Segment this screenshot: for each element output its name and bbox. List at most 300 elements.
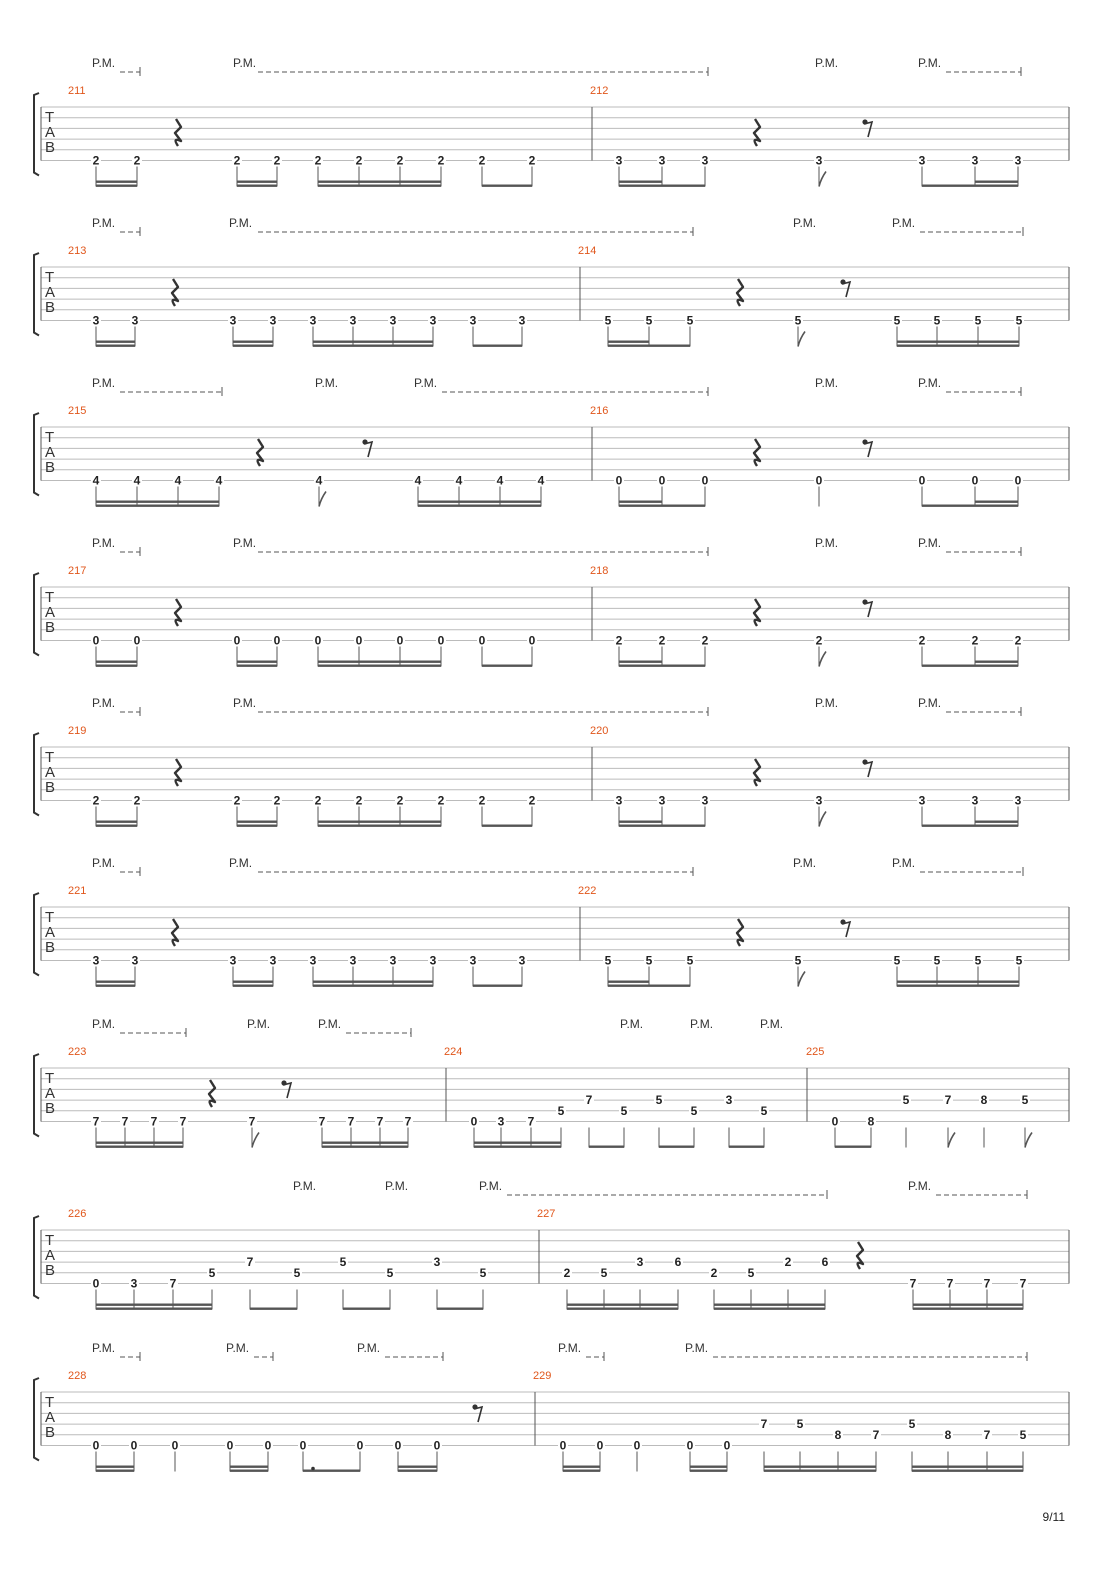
fret-number: 5 (794, 313, 802, 328)
palm-mute-marker: P.M. (229, 216, 253, 230)
fret-number: 0 (918, 473, 926, 488)
tab-clef-letter: B (45, 459, 56, 476)
measure-number: 214 (578, 245, 597, 257)
fret-number: 2 (314, 793, 322, 808)
fret-number: 4 (92, 473, 100, 488)
quarter-rest (172, 279, 178, 306)
fret-number: 3 (92, 953, 100, 968)
palm-mute-marker: P.M. (690, 1017, 714, 1031)
fret-number: 3 (658, 793, 666, 808)
note-beam (567, 1308, 678, 1310)
fret-number: 0 (470, 1114, 478, 1129)
fret-number: 2 (437, 153, 445, 168)
quarter-rest (175, 759, 181, 786)
fret-number: 3 (309, 313, 317, 328)
fret-number: 0 (633, 1438, 641, 1453)
fret-number: 3 (130, 1276, 138, 1291)
measure-number: 217 (68, 565, 87, 577)
tab-clef-letter: B (45, 1100, 56, 1117)
fret-number: 3 (469, 313, 477, 328)
note-beam (608, 981, 649, 983)
fret-number: 2 (437, 793, 445, 808)
measure-number: 220 (590, 725, 609, 737)
note-beam (659, 1146, 694, 1148)
fret-number: 3 (389, 953, 397, 968)
note-beam (619, 505, 662, 507)
fret-number: 0 (92, 1438, 100, 1453)
tab-system (34, 56, 1069, 187)
fret-number: 3 (701, 793, 709, 808)
palm-mute-marker: P.M. (233, 536, 257, 550)
note-beam (975, 505, 1018, 507)
fret-number: 0 (658, 473, 666, 488)
palm-mute-marker: P.M. (92, 1341, 116, 1355)
fret-number: 3 (469, 953, 477, 968)
quarter-rest (209, 1080, 215, 1107)
system-bracket (34, 893, 39, 976)
fret-number: 5 (974, 953, 982, 968)
fret-number: 7 (760, 1417, 768, 1432)
tab-clef-letter: T (45, 1394, 55, 1411)
tab-clef-letter: A (45, 1085, 56, 1102)
tab-clef-letter: B (45, 139, 56, 156)
note-beam (473, 345, 522, 347)
palm-mute-marker: P.M. (918, 536, 942, 550)
note-beam (313, 985, 433, 987)
note-beam (922, 665, 975, 667)
note-beam (96, 1466, 134, 1468)
fret-number: 2 (658, 633, 666, 648)
fret-number: 5 (1015, 313, 1023, 328)
palm-mute-marker: P.M. (558, 1341, 582, 1355)
note-beam (313, 981, 433, 983)
fret-number: 5 (690, 1103, 698, 1118)
note-beam (563, 1470, 600, 1472)
measure-number: 229 (533, 1370, 552, 1382)
fret-number: 5 (645, 953, 653, 968)
fret-number: 5 (479, 1265, 487, 1280)
system-bracket (34, 1378, 39, 1461)
note-beam (714, 1304, 825, 1306)
palm-mute-marker: P.M. (793, 856, 817, 870)
fret-number: 4 (414, 473, 422, 488)
fret-number: 0 (92, 1276, 100, 1291)
note-beam (303, 1470, 360, 1472)
note-beam (96, 501, 219, 503)
fret-number: 3 (658, 153, 666, 168)
palm-mute-marker: P.M. (760, 1017, 784, 1031)
fret-number: 3 (815, 153, 823, 168)
fret-number: 7 (376, 1114, 384, 1129)
fret-number: 0 (615, 473, 623, 488)
note-beam (975, 181, 1018, 183)
note-beam (729, 1146, 764, 1148)
note-beam (322, 1146, 408, 1148)
note-beam (567, 1304, 678, 1306)
fret-number: 3 (615, 153, 623, 168)
eighth-flag (948, 1133, 955, 1148)
fret-number: 4 (315, 473, 323, 488)
eighth-flag (798, 332, 805, 347)
note-beam (318, 665, 441, 667)
fret-number: 8 (944, 1427, 952, 1442)
note-beam (96, 185, 137, 187)
measure-number: 216 (590, 405, 609, 417)
fret-number: 3 (725, 1093, 733, 1108)
palm-mute-marker: P.M. (92, 536, 116, 550)
tab-clef-letter: T (45, 109, 55, 126)
fret-number: 0 (92, 633, 100, 648)
note-beam (714, 1308, 825, 1310)
note-beam (764, 1470, 876, 1472)
tab-system (34, 1179, 1069, 1310)
eighth-rest (864, 442, 872, 457)
note-beam (398, 1470, 437, 1472)
tab-clef-letter: A (45, 764, 56, 781)
palm-mute-marker: P.M. (620, 1017, 644, 1031)
measure-number: 215 (68, 405, 87, 417)
fret-number: 0 (314, 633, 322, 648)
quarter-rest (172, 919, 178, 946)
fret-number: 4 (215, 473, 223, 488)
note-beam (96, 661, 137, 663)
palm-mute-marker: P.M. (318, 1017, 342, 1031)
fret-number: 2 (92, 793, 100, 808)
tab-clef-letter: B (45, 619, 56, 636)
fret-number: 3 (92, 313, 100, 328)
palm-mute-marker: P.M. (414, 376, 438, 390)
tab-clef-letter: T (45, 1070, 55, 1087)
tab-clef-letter: A (45, 284, 56, 301)
palm-mute-marker: P.M. (233, 56, 257, 70)
fret-number: 3 (429, 313, 437, 328)
fret-number: 3 (389, 313, 397, 328)
palm-mute-marker: P.M. (92, 1017, 116, 1031)
fret-number: 3 (309, 953, 317, 968)
eighth-rest (864, 762, 872, 777)
system-bracket (34, 733, 39, 816)
fret-number: 5 (747, 1265, 755, 1280)
fret-number: 2 (133, 153, 141, 168)
note-beam (975, 825, 1018, 827)
note-beam (233, 341, 273, 343)
tab-system (34, 216, 1069, 347)
palm-mute-marker: P.M. (92, 376, 116, 390)
fret-number: 2 (314, 153, 322, 168)
fret-number: 5 (600, 1265, 608, 1280)
fret-number: 7 (872, 1427, 880, 1442)
quarter-rest (754, 759, 760, 786)
fret-number: 0 (226, 1438, 234, 1453)
fret-number: 5 (796, 1417, 804, 1432)
note-beam (96, 665, 137, 667)
eighth-rest (474, 1407, 482, 1422)
note-beam (913, 1308, 1023, 1310)
note-beam (619, 665, 662, 667)
note-beam (96, 825, 137, 827)
measure-number: 211 (68, 85, 86, 97)
fret-number: 3 (971, 153, 979, 168)
fret-number: 3 (701, 153, 709, 168)
fret-number: 2 (615, 633, 623, 648)
tab-clef-letter: A (45, 604, 56, 621)
measure-number: 219 (68, 725, 87, 737)
note-beam (96, 345, 135, 347)
note-beam (975, 665, 1018, 667)
note-dot (311, 1467, 315, 1471)
palm-mute-marker: P.M. (315, 376, 339, 390)
fret-number: 0 (396, 633, 404, 648)
eighth-rest (842, 922, 850, 937)
fret-number: 7 (527, 1114, 535, 1129)
fret-number: 5 (974, 313, 982, 328)
fret-number: 7 (404, 1114, 412, 1129)
fret-number: 3 (229, 313, 237, 328)
fret-number: 0 (356, 1438, 364, 1453)
fret-number: 0 (528, 633, 536, 648)
fret-number: 4 (174, 473, 182, 488)
note-beam (897, 981, 1019, 983)
measure-number: 218 (590, 565, 609, 577)
fret-number: 7 (944, 1093, 952, 1108)
fret-number: 0 (831, 1114, 839, 1129)
note-beam (237, 665, 277, 667)
note-beam (482, 185, 532, 187)
note-beam (230, 1470, 268, 1472)
note-beam (690, 1470, 727, 1472)
tab-clef-letter: T (45, 749, 55, 766)
palm-mute-marker: P.M. (385, 1179, 409, 1193)
quarter-rest (737, 279, 743, 306)
tab-clef-letter: T (45, 909, 55, 926)
note-beam (619, 185, 662, 187)
palm-mute-marker: P.M. (357, 1341, 381, 1355)
fret-number: 5 (686, 313, 694, 328)
fret-number: 2 (396, 793, 404, 808)
palm-mute-marker: P.M. (293, 1179, 317, 1193)
fret-number: 3 (349, 953, 357, 968)
note-beam (237, 821, 277, 823)
note-beam (474, 1146, 561, 1148)
fret-number: 5 (794, 953, 802, 968)
note-beam (662, 505, 705, 507)
system-bracket (34, 573, 39, 656)
eighth-rest (283, 1083, 291, 1098)
fret-number: 7 (946, 1276, 954, 1291)
palm-mute-marker: P.M. (918, 376, 942, 390)
tab-clef-letter: B (45, 779, 56, 796)
note-beam (897, 985, 1019, 987)
fret-number: 3 (349, 313, 357, 328)
fret-number: 5 (933, 953, 941, 968)
tab-clef-letter: A (45, 124, 56, 141)
measure-number: 223 (68, 1046, 87, 1058)
note-beam (608, 985, 649, 987)
fret-number: 2 (92, 153, 100, 168)
palm-mute-marker: P.M. (918, 56, 942, 70)
note-beam (318, 661, 441, 663)
fret-number: 3 (1014, 153, 1022, 168)
note-beam (96, 821, 137, 823)
note-beam (237, 181, 277, 183)
quarter-rest (754, 119, 760, 146)
fret-number: 0 (815, 473, 823, 488)
note-beam (233, 345, 273, 347)
fret-number: 5 (908, 1417, 916, 1432)
note-beam (230, 1466, 268, 1468)
fret-number: 2 (528, 793, 536, 808)
note-beam (835, 1146, 871, 1148)
eighth-rest (842, 282, 850, 297)
tab-system (34, 696, 1069, 827)
fret-number: 5 (620, 1103, 628, 1118)
quarter-rest (257, 439, 263, 466)
tab-clef-letter: A (45, 924, 56, 941)
note-beam (975, 661, 1018, 663)
note-beam (649, 985, 690, 987)
note-beam (482, 825, 532, 827)
note-beam (96, 341, 135, 343)
measure-number: 228 (68, 1370, 87, 1382)
palm-mute-marker: P.M. (685, 1341, 709, 1355)
system-bracket (34, 1054, 39, 1137)
fret-number: 7 (347, 1114, 355, 1129)
eighth-flag (819, 812, 826, 827)
note-beam (619, 825, 662, 827)
fret-number: 7 (92, 1114, 100, 1129)
note-beam (662, 825, 705, 827)
tab-clef-letter: B (45, 299, 56, 316)
fret-number: 7 (121, 1114, 129, 1129)
tab-clef-letter: T (45, 1232, 55, 1249)
palm-mute-marker: P.M. (908, 1179, 932, 1193)
fret-number: 3 (918, 153, 926, 168)
tab-system (34, 1341, 1069, 1472)
fret-number: 2 (478, 793, 486, 808)
measure-number: 227 (537, 1208, 556, 1220)
quarter-rest (737, 919, 743, 946)
eighth-flag (1025, 1133, 1032, 1148)
palm-mute-marker: P.M. (892, 216, 916, 230)
system-bracket (34, 253, 39, 336)
eighth-rest (364, 442, 372, 457)
note-beam (237, 185, 277, 187)
fret-number: 2 (528, 153, 536, 168)
fret-number: 6 (674, 1255, 682, 1270)
note-beam (649, 345, 690, 347)
fret-number: 3 (497, 1114, 505, 1129)
note-beam (619, 821, 662, 823)
fret-number: 5 (293, 1265, 301, 1280)
tab-clef-letter: T (45, 269, 55, 286)
fret-number: 7 (179, 1114, 187, 1129)
tab-clef-letter: B (45, 1424, 56, 1441)
eighth-flag (319, 492, 326, 507)
fret-number: 5 (686, 953, 694, 968)
eighth-rest (864, 122, 872, 137)
fret-number: 5 (1021, 1093, 1029, 1108)
note-beam (318, 821, 441, 823)
note-beam (619, 661, 662, 663)
fret-number: 2 (233, 153, 241, 168)
palm-mute-marker: P.M. (815, 376, 839, 390)
quarter-rest (175, 599, 181, 626)
fret-number: 3 (518, 313, 526, 328)
fret-number: 5 (893, 313, 901, 328)
note-beam (318, 825, 441, 827)
fret-number: 7 (585, 1093, 593, 1108)
fret-number: 3 (918, 793, 926, 808)
fret-number: 3 (1014, 793, 1022, 808)
palm-mute-marker: P.M. (479, 1179, 503, 1193)
palm-mute-marker: P.M. (815, 536, 839, 550)
note-beam (418, 505, 541, 507)
note-beam (474, 1142, 561, 1144)
fret-number: 2 (396, 153, 404, 168)
fret-number: 7 (246, 1255, 254, 1270)
note-beam (96, 985, 135, 987)
fret-number: 6 (821, 1255, 829, 1270)
note-beam (250, 1308, 297, 1310)
fret-number: 5 (604, 953, 612, 968)
note-beam (313, 341, 433, 343)
quarter-rest (754, 599, 760, 626)
fret-number: 0 (1014, 473, 1022, 488)
palm-mute-marker: P.M. (815, 56, 839, 70)
fret-number: 2 (701, 633, 709, 648)
note-beam (437, 1308, 483, 1310)
note-beam (322, 1142, 408, 1144)
eighth-flag (798, 972, 805, 987)
eighth-flag (819, 172, 826, 187)
system-bracket (34, 413, 39, 496)
note-beam (473, 985, 522, 987)
note-beam (237, 825, 277, 827)
note-beam (96, 1470, 134, 1472)
fret-number: 3 (433, 1255, 441, 1270)
fret-number: 2 (815, 633, 823, 648)
system-bracket (34, 1216, 39, 1299)
fret-number: 0 (971, 473, 979, 488)
fret-number: 2 (971, 633, 979, 648)
note-beam (608, 345, 649, 347)
note-beam (96, 505, 219, 507)
note-beam (233, 981, 273, 983)
note-beam (418, 501, 541, 503)
fret-number: 2 (710, 1265, 718, 1280)
note-beam (897, 341, 1019, 343)
fret-number: 0 (437, 633, 445, 648)
system-bracket (34, 93, 39, 176)
note-beam (563, 1466, 600, 1468)
fret-number: 7 (983, 1427, 991, 1442)
fret-number: 3 (615, 793, 623, 808)
note-beam (662, 185, 705, 187)
fret-number: 7 (169, 1276, 177, 1291)
note-beam (922, 185, 975, 187)
tab-clef-letter: A (45, 444, 56, 461)
fret-number: 5 (645, 313, 653, 328)
note-beam (897, 345, 1019, 347)
fret-number: 5 (760, 1103, 768, 1118)
note-beam (922, 825, 975, 827)
fret-number: 5 (557, 1103, 565, 1118)
palm-mute-marker: P.M. (92, 216, 116, 230)
fret-number: 2 (273, 153, 281, 168)
fret-number: 0 (596, 1438, 604, 1453)
fret-number: 5 (655, 1093, 663, 1108)
fret-number: 5 (1019, 1427, 1027, 1442)
